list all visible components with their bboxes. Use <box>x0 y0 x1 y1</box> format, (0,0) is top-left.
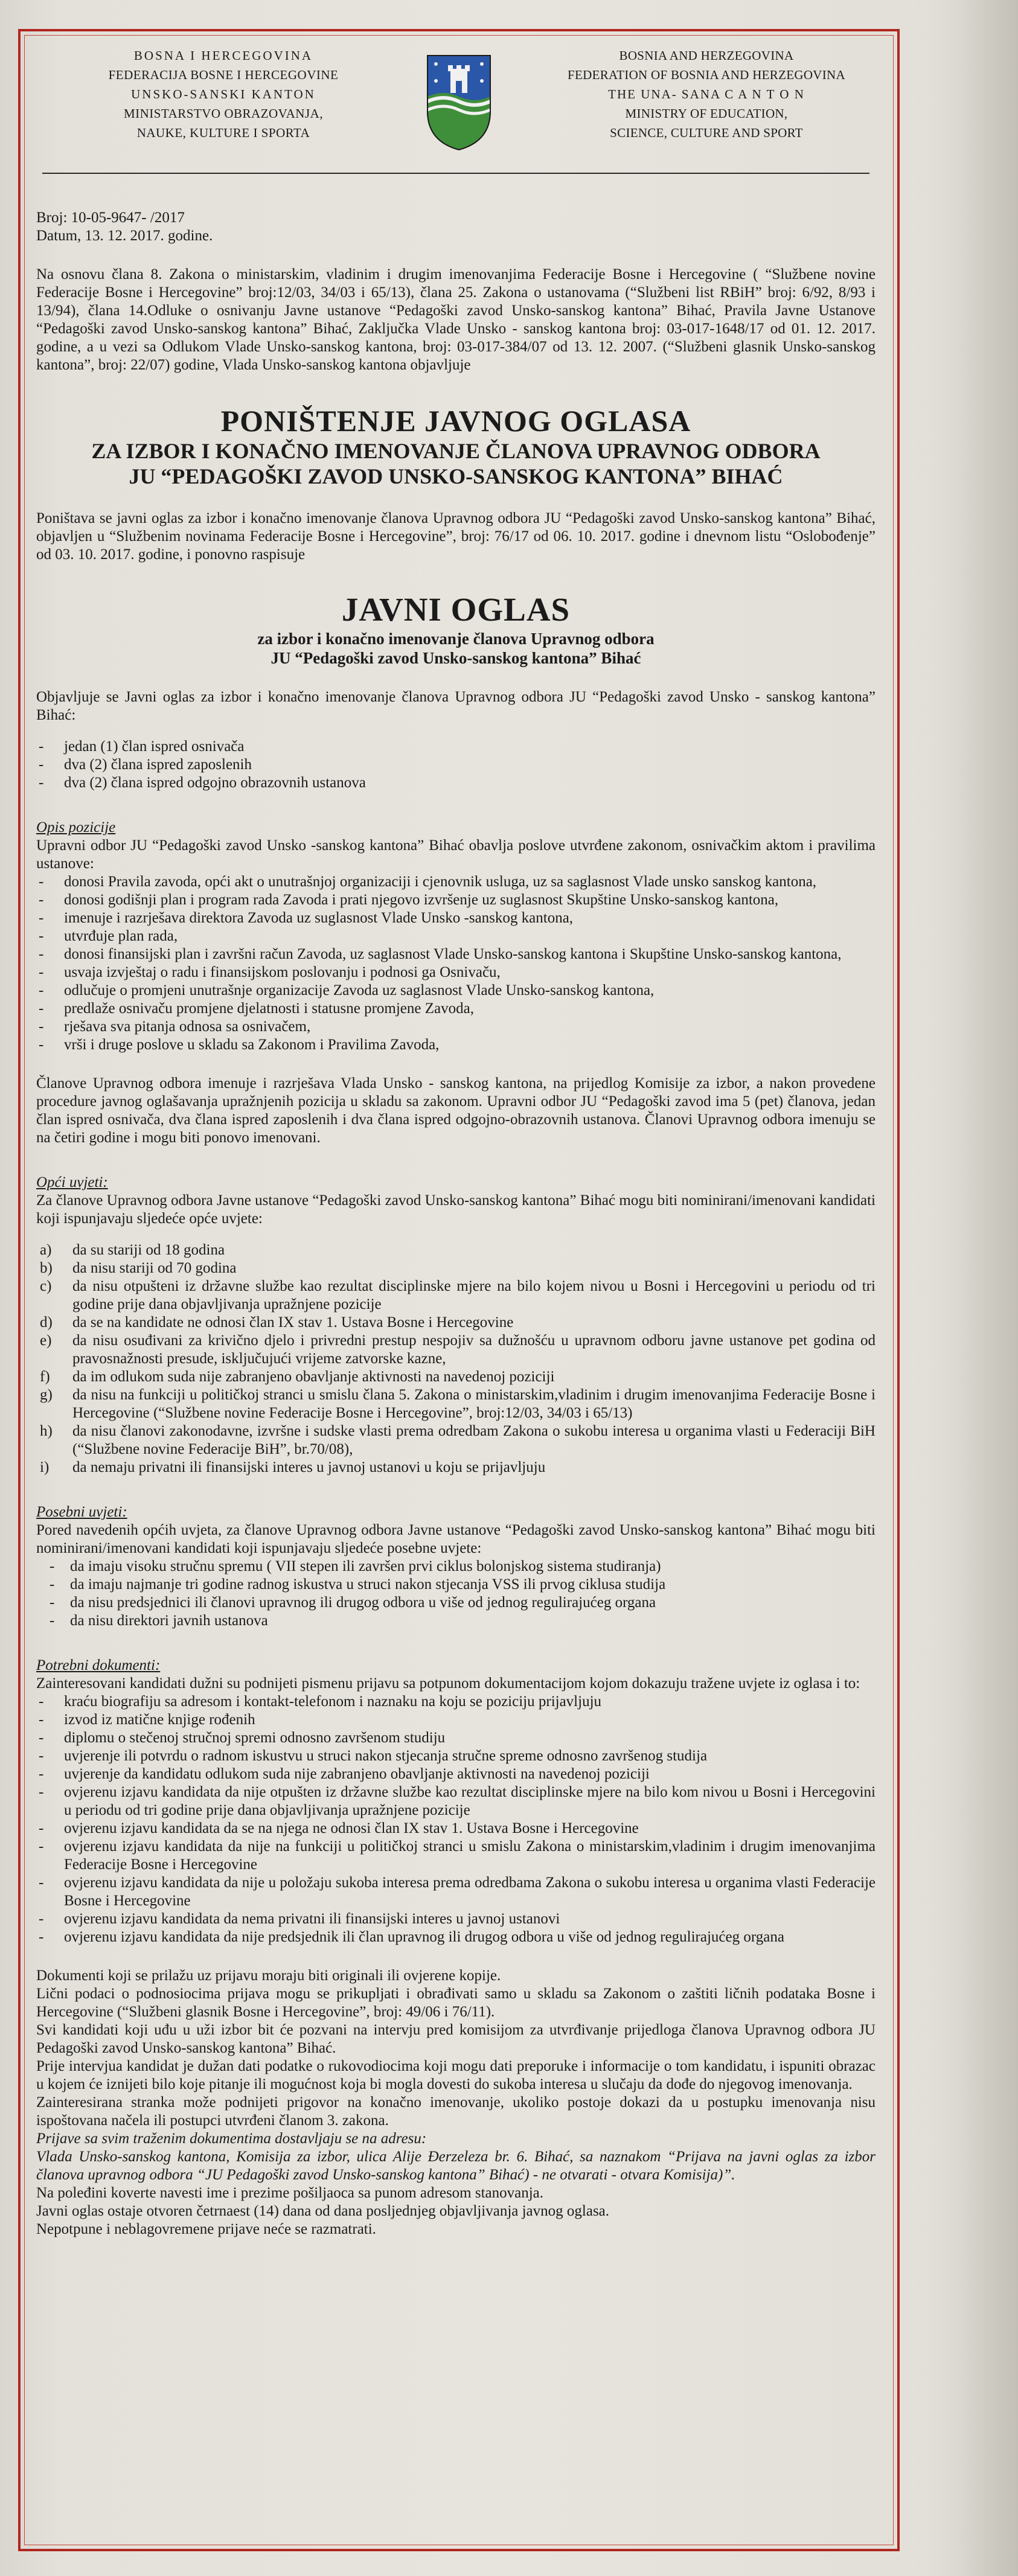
closing-duration: Javni oglas ostaje otvoren četrnaest (14) dana od dana posljednjeg objavljivanja javnog oglasa. <box>36 2203 610 2219</box>
closing-interview: Svi kandidati koji uđu u uži izbor bit će pozvani na intervju pred komisijom za utvrđivanje prijedloga članova Upravnog odbora JU Pedagoški zavod Unsko-sanskog kantona” Bihać. <box>36 2022 876 2056</box>
list-item: d) da se na kandidate ne odnosi član IX stav 1. Ustava Bosne i Hercegovine <box>40 1314 514 1331</box>
list-item: - dva (2) člana ispred zaposlenih <box>36 756 876 774</box>
announcement-subtitle-2: JU “Pedagoški zavod Unsko-sanskog kantona” Bihać <box>271 649 641 667</box>
list-item: - ovjerenu izjavu kandidata da nije u položaju sukoba interesa prema odredbama Zakona o sukobu interesa u organima vlasti Federacije Bosne i Hercegovine <box>36 1874 876 1910</box>
member-list <box>36 738 876 792</box>
letterhead-right-line: FEDERATION OF BOSNIA AND HERZEGOVINA <box>568 68 845 82</box>
letterhead-right <box>537 46 876 142</box>
letterhead <box>36 42 876 169</box>
letterhead-right-line: SCIENCE, CULTURE AND SPORT <box>610 126 803 140</box>
list-item: e) da nisu osuđivani za krivično djelo i privredni prestup nespojiv sa dužnošću u upravnom odboru javne ustanove pet godina od pravosnažnosti presude, isključujući vrijeme zatvorske kazne, <box>40 1332 876 1367</box>
closing-references: Prije intervjua kandidat je dužan dati podatke o rukovodiocima koji mogu dati preporuke i informacije o tom kandidatu, i ispuniti obrazac u kojem će iznijeti bilo koje pitanje ili mogućnost koja bi mogla dovesti do sukoba interesa u slučaju da dođe do njegovog imenovanja. <box>36 2058 876 2092</box>
letterhead-left-line: BOSNA I HERCEGOVINA <box>133 48 313 63</box>
letterhead-right-line: THE UNA- SANA C A N T O N <box>608 87 805 101</box>
letterhead-left-line: NAUKE, KULTURE I SPORTA <box>136 126 310 140</box>
cancellation-subtitle-2: JU “PEDAGOŠKI ZAVOD UNSKO-SANSKOG KANTONA” BIHAĆ <box>129 464 783 488</box>
closing-envelope: Na poleđini koverte navesti ime i prezime pošiljaoca sa punom adresom stanovanja. <box>36 2185 544 2201</box>
list-item: - ovjerenu izjavu kandidata da nije na funkciji u političkoj stranci u smislu Zakona o ministarskim,vladinim i drugim imenovanjima Federacije Bosne i Hercegovine <box>36 1838 876 1874</box>
announcement-content <box>36 42 876 2239</box>
closing-address-intro: Prijave sa svim traženim dokumentima dostavljaju se na adresu: <box>36 2130 427 2147</box>
list-item: - predlaže osnivaču promjene djelatnosti i statusne promjene Zavoda, <box>36 1000 876 1018</box>
section-heading-posebni: Posebni uvjeti: <box>36 1504 127 1520</box>
document-number: Broj: 10-05-9647- /2017 <box>36 209 185 226</box>
list-item: - da imaju najmanje tri godine radnog iskustva u struci nakon stjecanja VSS ili prvog ciklusa studija <box>36 1576 876 1594</box>
section-heading-opci: Opći uvjeti: <box>36 1174 108 1191</box>
list-item: - da imaju visoku stručnu spremu ( VII stepen ili završen prvi ciklus bolonjskog sistema studiranja) <box>36 1558 876 1576</box>
list-item: - donosi Pravila zavoda, opći akt o unutrašnjoj organizaciji i cjenovnik usluga, uz sa saglasnost Vlade unsko sanskog kantona, <box>36 873 876 891</box>
letterhead-left <box>54 46 392 142</box>
duties-list <box>36 873 876 1054</box>
board-composition-paragraph: Članove Upravnog odbora imenuje i razrješava Vlada Unsko - sanskog kantona, na prijedlog Komisije za izbor, a nakon provedene procedure javnog oglašavanja upražnjenih pozicija u skladu sa zakonom. Upravni odbor JU “Pedagoški zavod ima 5 (pet) članova, jedan član ispred osnivača, dva člana ispred zaposlenih i dva člana ispred odgojno-obrazovnih ustanova. Članovi Upravnog odbora imenuju se na četiri godine i mogu biti ponovo imenovani. <box>36 1075 876 1146</box>
list-item: - dva (2) člana ispred odgojno obrazovnih ustanova <box>36 774 876 792</box>
list-item: f) da im odlukom suda nije zabranjeno obavljanje aktivnosti na navedenoj poziciji <box>40 1369 555 1385</box>
list-item: - da nisu direktori javnih ustanova <box>36 1612 876 1630</box>
letterhead-left-line: FEDERACIJA BOSNE I HERCEGOVINE <box>108 68 339 82</box>
list-item: g) da nisu na funkciji u političkoj stranci u smislu člana 5. Zakona o ministarskim,vladinim i drugim imenovanjima Federacije Bosne i Hercegovine (“Službene novine Federacije Bosne i Hercegovine”, broj:12/03, 34/03 i 65/13) <box>40 1387 876 1421</box>
list-item: - donosi finansijski plan i završni račun Zavoda, uz saglasnost Vlade Unsko-sanskog kantona i Skupštine Unsko-sanskog kantona, <box>36 945 876 964</box>
document-meta <box>36 209 876 245</box>
section-heading-dokumenti: Potrebni dokumenti: <box>36 1657 161 1673</box>
announcement-title: JAVNI OGLAS <box>341 591 571 628</box>
closing-personal-data: Lični podaci o podnosiocima prijava mogu se prikupljati i obrađivati samo u skladu sa Zakonom o zaštiti ličnih podataka Bosne i Hercegovine (“Službeni glasnik Bosne i Hercegovine”, broj: 49/06 i 76/11). <box>36 1986 876 2020</box>
list-item: - imenuje i razrješava direktora Zavoda uz suglasnost Vlade Unsko -sanskog kantona, <box>36 909 876 927</box>
document-date: Datum, 13. 12. 2017. godine. <box>36 228 213 244</box>
list-item: - diplomu o stečenoj stručnoj spremi odnosno završenom studiju <box>36 1729 876 1747</box>
letterhead-left-line: UNSKO-SANSKI KANTON <box>131 87 316 101</box>
list-item: - odlučuje o promjeni unutrašnje organizacije Zavoda uz saglasnost Vlade Unsko-sanskog kantona, <box>36 982 876 1000</box>
list-item: - uvjerenje ili potvrdu o radnom iskustvu u struci nakon stjecanja stručne spreme odnosno završenog studija <box>36 1747 876 1765</box>
announcement-subtitle-1: za izbor i konačno imenovanje članova Upravnog odbora <box>257 630 655 648</box>
cancellation-subtitle-1: ZA IZBOR I KONAČNO IMENOVANJE ČLANOVA UPRAVNOG ODBORA <box>91 439 821 463</box>
documents-list <box>36 1693 876 1946</box>
list-item: - da nisu predsjednici ili članovi upravnog ili drugog odbora u više od jednog regulirajućeg organa <box>36 1594 876 1612</box>
list-item: - ovjerenu izjavu kandidata da nije predsjednik ili član upravnog ili drugog odbora u više od jednog regulirajućeg organa <box>36 1928 876 1946</box>
list-item: - utvrđuje plan rada, <box>36 927 876 945</box>
cancellation-title: PONIŠTENJE JAVNOG OGLASA <box>220 404 691 438</box>
closing-originals: Dokumenti koji se prilažu uz prijavu moraju biti originali ili ovjerene kopije. <box>36 1967 501 1984</box>
cancellation-text: Poništava se javni oglas za izbor i konačno imenovanje članova Upravnog odbora JU “Pedagoški zavod Unsko-sanskog kantona” Bihać, objavljen u “Službenim novinama Federacije Bosne i Hercegovine”, broj: 76/17 od 06. 10. 2017. godine i dnevnom listu “Oslobođenje” od 03. 10. 2017. godine, i ponovno raspisuje <box>36 510 876 563</box>
page-edge-shadow <box>927 0 1018 2576</box>
list-item: i) da nemaju privatni ili finansijski interes u javnoj ustanovi u koju se prijavljuju <box>40 1459 546 1475</box>
list-item: - vrši i druge poslove u skladu sa Zakonom i Pravilima Zavoda, <box>36 1036 876 1054</box>
list-item: b) da nisu stariji od 70 godina <box>40 1260 237 1276</box>
letterhead-right-line: BOSNIA AND HERZEGOVINA <box>619 48 794 63</box>
list-item: - uvjerenje da kandidatu odlukom suda nije zabranjeno obavljanje aktivnosti na navedenoj poziciji <box>36 1765 876 1783</box>
closing-objection: Zainteresirana stranka može podnijeti prigovor na konačno imenovanje, ukoliko postoje dokazi da u postupku imenovanja nisu ispoštovana načela ili postupci utvrđeni članom 3. zakona. <box>36 2094 876 2129</box>
legal-basis-paragraph: Na osnovu člana 8. Zakona o ministarskim, vladinim i drugim imenovanjima Federacije Bosne i Hercegovine ( “Službene novine Federacije Bosne i Hercegovine” broj:12/03, 34/03 i 65/13), člana 25. Zakona o ustanovama (“Službeni list RBiH” broj: 6/92, 8/93 i 13/94), člana 14.Odluke o osnivanju Javne ustanove “Pedagoški zavod Unsko-sanskog kantona” Bihać, Pravila Javne Ustanove “Pedagoški zavod Unsko-sanskog kantona” Bihać, Zaključka Vlade Unsko - sanskog kantona broj: 03-017-1648/17 od 01. 12. 2017. godine, a u vezi sa Odlukom Vlade Unsko-sanskog kantona, broj: 03-017-384/07 od 13. 12. 2007. (“Službeni glasnik Unsko-sanskog kantona”, broj: 22/07) godine, Vlada Unsko-sanskog kantona objavljuje <box>36 266 876 373</box>
list-item: - usvaja izvještaj o radu i finansijskom poslovanju i podnosi ga Osnivaču, <box>36 964 876 982</box>
list-item: h) da nisu članovi zakonodavne, izvršne i sudske vlasti prema odredbam Zakona o sukobu interesa u organima vlasti u Federaciji BiH (“Službene novine Federacije BiH”, br.70/08), <box>40 1423 876 1457</box>
list-item: - ovjerenu izjavu kandidata da se na njega ne odnosi član IX stav 1. Ustava Bosne i Hercegovine <box>36 1820 876 1838</box>
dokumenti-lead: Zainteresovani kandidati dužni su podnijeti pismenu prijavu sa potpunom dokumentacijom kojom dokazuju tražene uvjete iz oglasa i to: <box>36 1675 860 1692</box>
closing-address: Vlada Unsko-sanskog kantona, Komisija za izbor, ulica Alije Đerzeleza br. 6. Bihać, sa naznakom “Prijava na javni oglas za izbor članova upravnog odbora “JU Pedagoški zavod Unsko-sanskog kantona” Bihać) - ne otvarati - otvara Komisija)”. <box>36 2149 876 2183</box>
special-conditions-list <box>36 1558 876 1630</box>
opci-lead: Za članove Upravnog odbora Javne ustanove “Pedagoški zavod Unsko-sanskog kantona” Bihać mogu biti nominirani/imenovani kandidati koji ispunjavaju sljedeće opće uvjete: <box>36 1192 876 1227</box>
closing-incomplete: Nepotpune i neblagovremene prijave neće se razmatrati. <box>36 2221 376 2237</box>
list-item: - rješava sva pitanja odnosa sa osnivačem, <box>36 1018 876 1036</box>
letterhead-right-line: MINISTRY OF EDUCATION, <box>625 106 788 121</box>
letterhead-divider <box>42 173 869 174</box>
announcement-lead: Objavljuje se Javni oglas za izbor i konačno imenovanje članova Upravnog odbora JU “Pedagoški zavod Unsko - sanskog kantona” Bihać: <box>36 689 876 723</box>
letterhead-left-line: MINISTARSTVO OBRAZOVANJA, <box>123 106 324 121</box>
coat-of-arms-icon <box>423 51 495 153</box>
list-item: - izvod iz matične knjige rođenih <box>36 1711 876 1729</box>
list-item: - donosi godišnji plan i program rada Zavoda i prati njegovo izvršenje uz suglasnost Skupštine Unsko-sanskog kantona, <box>36 891 876 909</box>
list-item: - ovjerenu izjavu kandidata da nije otpušten iz državne službe kao rezultat disciplinske mjere na bilo kom nivou u Bosni i Hercegovini u periodu od tri godine prije dana objavljivanja upražnjene pozicije <box>36 1783 876 1820</box>
opis-lead: Upravni odbor JU “Pedagoški zavod Unsko -sanskog kantona” Bihać obavlja poslove utvrđene zakonom, osnivačkim aktom i pravilima ustanove: <box>36 837 876 872</box>
list-item: - jedan (1) član ispred osnivača <box>36 738 876 756</box>
list-item: - ovjerenu izjavu kandidata da nema privatni ili finansijski interes u javnoj ustanovi <box>36 1910 876 1928</box>
general-conditions-list <box>36 1241 876 1477</box>
list-item: c) da nisu otpušteni iz državne službe kao rezultat disciplinske mjere na bilo kojem nivou u Bosni i Hercegovini u periodu od tri godine prije dana objavljivanja upražnjene pozicije <box>40 1278 876 1312</box>
section-heading-opis: Opis pozicije <box>36 819 116 836</box>
list-item: a) da su stariji od 18 godina <box>40 1242 225 1258</box>
posebni-lead: Pored navedenih općih uvjeta, za članove Upravnog odbora Javne ustanove “Pedagoški zavod Unsko-sanskog kantona” Bihać mogu biti nominirani/imenovani kandidati koji ispunjavaju sljedeće posebne uvjete: <box>36 1522 876 1556</box>
list-item: - kraću biografiju sa adresom i kontakt-telefonom i naznaku na koju se poziciju prijavljuju <box>36 1693 876 1711</box>
